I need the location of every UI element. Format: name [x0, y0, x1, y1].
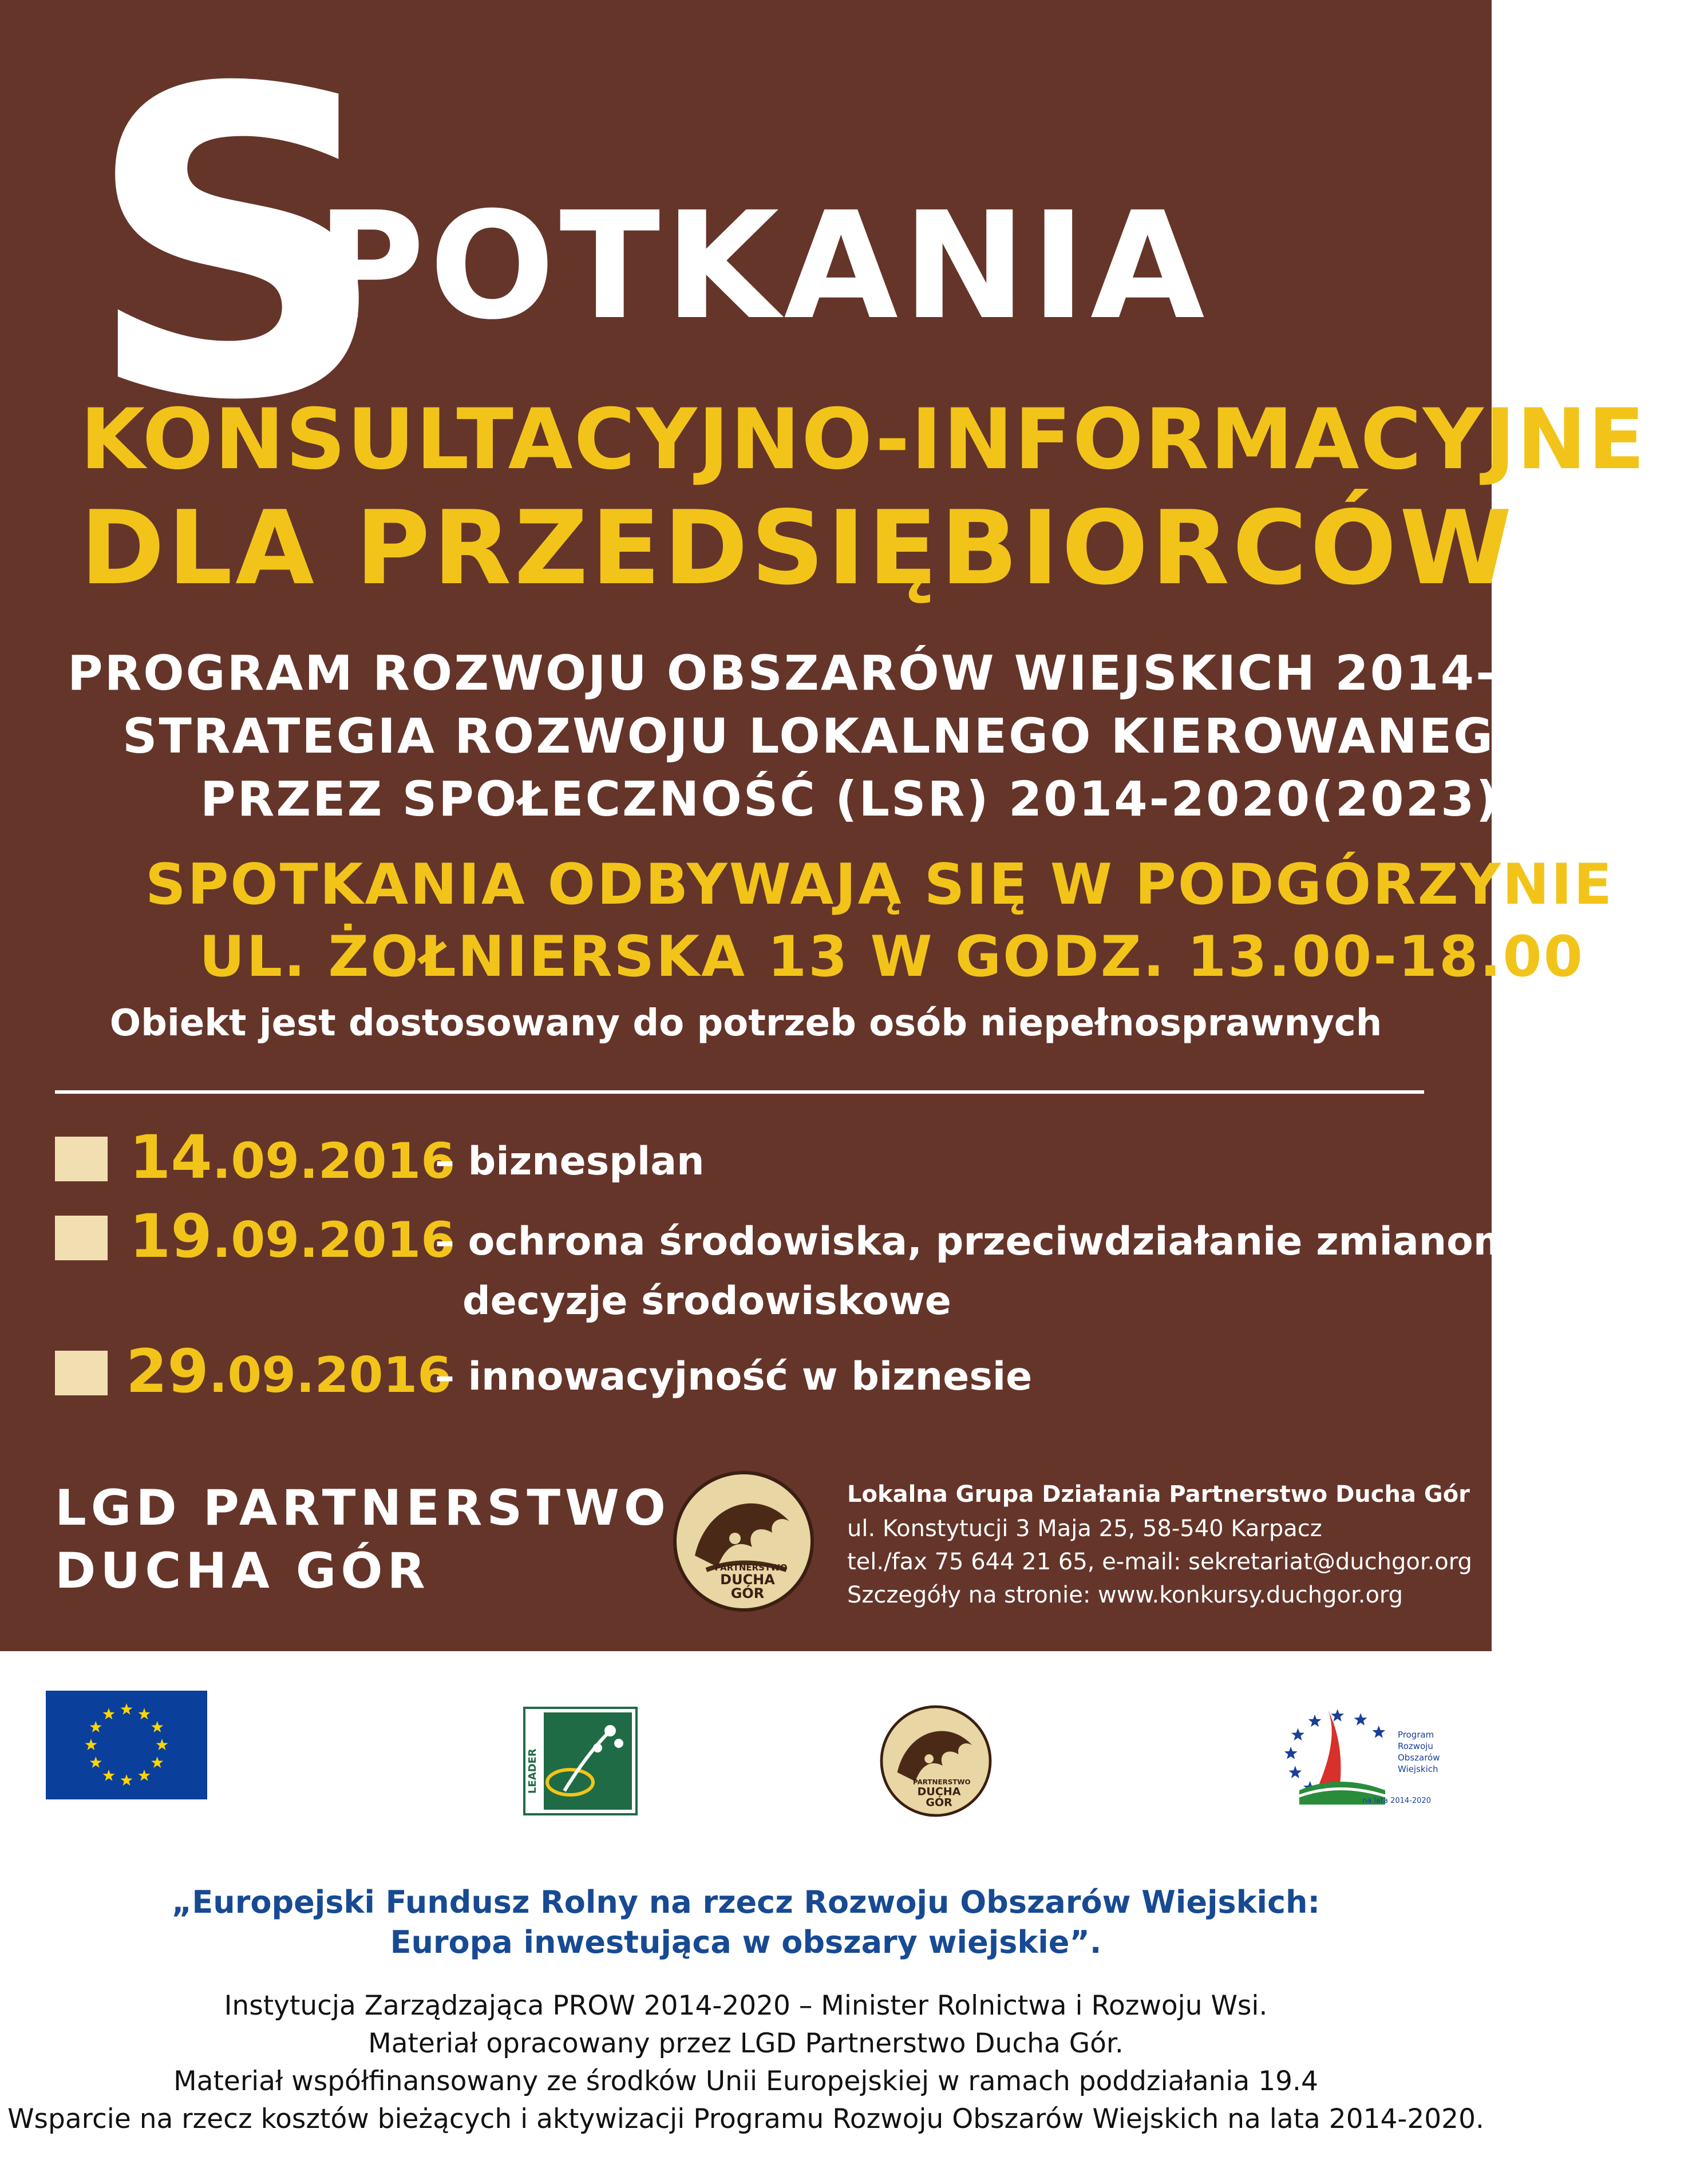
footer-line4: Wsparcie na rzecz kosztów bieżących i aktywizacji Programu Rozwoju Obszarów Wiejskich na lata 2014-2020. [7, 2103, 1484, 2135]
subtitle-line1: KONSULTACYJNO-INFORMACYJNE [80, 391, 1646, 488]
venue-line2: UL. ŻOŁNIERSKA 13 W GODZ. 13.00-18.00 [199, 924, 1584, 990]
program-line1: PROGRAM ROZWOJU OBSZARÓW WIEJSKICH 2014-2020 [68, 645, 1638, 701]
svg-text:Wiejskich: Wiejskich [1398, 1764, 1438, 1774]
bullet-square [55, 1137, 108, 1181]
svg-text:DUCHA: DUCHA [720, 1572, 775, 1588]
accessibility-note: Obiekt jest dostosowany do potrzeb osób niepełnosprawnych [109, 1002, 1382, 1045]
prow-star-icon [1354, 1713, 1367, 1726]
title-initial: S [85, 0, 390, 493]
schedule-date: 19.09.2016 [129, 1201, 456, 1271]
leader-logo-icon [524, 1708, 636, 1814]
prow-star-icon [1284, 1747, 1298, 1759]
prow-star-icon [1308, 1715, 1322, 1727]
organizer-name-line1: LGD PARTNERSTWO [55, 1479, 670, 1537]
organizer-name-line2: DUCHA GÓR [55, 1542, 430, 1600]
contact-phone-email: tel./fax 75 644 21 65, e-mail: sekretariat@duchgor.org [847, 1549, 1472, 1575]
prow-star-icon [1288, 1766, 1302, 1778]
schedule-date: 29.09.2016 [126, 1336, 452, 1406]
schedule-topic: – biznesplan [435, 1139, 705, 1184]
svg-text:DUCHA: DUCHA [917, 1785, 961, 1798]
schedule-date: 14.09.2016 [129, 1122, 456, 1192]
prow-star-icon [1291, 1728, 1304, 1740]
program-line2: STRATEGIA ROZWOJU LOKALNEGO KIEROWANEGO [122, 708, 1537, 764]
program-line3: PRZEZ SPOŁECZNOŚĆ (LSR) 2014-2020(2023) [200, 771, 1500, 827]
bullet-square [55, 1216, 108, 1260]
divider [55, 1090, 1424, 1094]
schedule-topic: – innowacyjność w biznesie [435, 1354, 1033, 1399]
contact-title: Lokalna Grupa Działania Partnerstwo Ducha Gór [847, 1481, 1470, 1508]
svg-text:na lata 2014-2020: na lata 2014-2020 [1362, 1797, 1431, 1805]
footer-line1: Instytucja Zarządzająca PROW 2014-2020 – Minister Rolnictwa i Rozwoju Wsi. [224, 1990, 1268, 2021]
bullet-square [55, 1351, 108, 1395]
schedule-topic-cont: decyzje środowiskowe [462, 1279, 951, 1324]
prow-logo-icon [1276, 1704, 1448, 1807]
quote-line2: Europa inwestująca w obszary wiejskie”. [390, 1924, 1102, 1960]
quote-line1: „Europejski Fundusz Rolny na rzecz Rozwoju Obszarów Wiejskich: [171, 1884, 1320, 1920]
footer-line3: Materiał współfinansowany ze środków Unii Europejskiej w ramach poddziałania 19.4 [173, 2066, 1318, 2097]
duch-gor-logo-small-icon [879, 1704, 993, 1818]
subtitle-line2: DLA PRZEDSIĘBIORCÓW [80, 489, 1515, 607]
svg-text:PARTNERSTWO: PARTNERSTWO [913, 1778, 971, 1786]
svg-text:LEADER: LEADER [527, 1748, 539, 1794]
svg-text:PARTNERSTWO: PARTNERSTWO [714, 1562, 788, 1573]
title-rest: POTKANIA [317, 180, 1209, 352]
prow-star-icon [1331, 1709, 1344, 1722]
duch-gor-logo-icon [672, 1470, 815, 1613]
contact-address: ul. Konstytucji 3 Maja 25, 58-540 Karpacz [847, 1516, 1322, 1542]
contact-website: Szczegóły na stronie: www.konkursy.duchgor.org [847, 1582, 1403, 1608]
svg-text:GÓR: GÓR [730, 1585, 765, 1601]
svg-text:Obszarów: Obszarów [1398, 1752, 1440, 1763]
svg-text:Rozwoju: Rozwoju [1398, 1741, 1433, 1751]
footer-line2: Materiał opracowany przez LGD Partnerstwo Ducha Gór. [368, 2028, 1124, 2059]
venue-line1: SPOTKANIA ODBYWAJĄ SIĘ W PODGÓRZYNIE [145, 852, 1614, 917]
svg-text:GÓR: GÓR [926, 1796, 952, 1809]
svg-text:Program: Program [1398, 1730, 1434, 1740]
schedule-topic: – ochrona środowiska, przeciwdziałanie zmianom klimatu, [435, 1219, 1708, 1264]
eu-flag-icon [46, 1691, 207, 1799]
prow-star-icon [1372, 1726, 1385, 1738]
